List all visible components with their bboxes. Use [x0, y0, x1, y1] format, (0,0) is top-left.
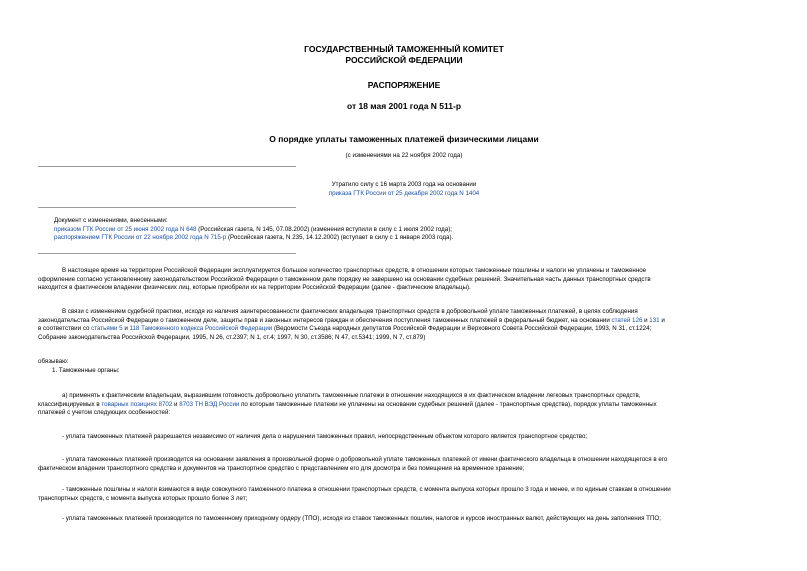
article-126-link[interactable]: статей 126: [611, 316, 643, 324]
changes-intro: Документ с изменениями, внесенными:: [54, 217, 168, 224]
lost-force-text: Утратило силу с 16 марта 2003 года на основании: [331, 181, 477, 188]
document-date-number: от 18 мая 2001 года N 511-р: [346, 101, 462, 111]
heading-8703-link[interactable]: 8703 ТН ВЭД России: [179, 400, 240, 408]
lost-force-link[interactable]: приказа ГТК России от 25 декабря 2002 года N 1404: [328, 189, 480, 197]
dash-item-2: [38, 456, 770, 473]
paragraph-2-line: [38, 317, 770, 326]
paragraph-2: [38, 308, 770, 342]
paragraph-1-line: В настоящее время на территории Российской Федерации эксплуатируется большое количество транспортных средств, в отношении которых таможенные пошлины и налоги не уплачены и таможенное: [62, 267, 647, 274]
item-1-heading: 1. Таможенные органы:: [52, 366, 120, 374]
dash-item-line: фактическом владении транспортного средства и документов на транспортное средство с представлением его для досмотра и без помещения на временное хранение;: [38, 464, 525, 472]
article-131-link[interactable]: 131: [649, 316, 660, 324]
text-span: и: [659, 316, 665, 324]
issuer-line-1: ГОСУДАРСТВЕННЫЙ ТАМОЖЕННЫЙ КОМИТЕТ: [304, 44, 504, 54]
customs-code-link[interactable]: 118 Таможенного кодекса Российской Федерации: [129, 325, 273, 333]
changes-item-2-text: (Российская газета, N 235, 14.12.2002) (вступает в силу с 1 января 2003 года).: [226, 234, 454, 242]
paragraph-1-line: находится в фактическом владении физических лиц, которые приобрели их на территории Российской Федерации (далее - фактические владельцы).: [38, 284, 471, 292]
dash-item-line: - уплата таможенных платежей производится по таможенному приходному ордеру (ТПО), исходя из ставок таможенных пошлин, налогов и курсов иностранных валют, действующих на день заполнения ТПО;: [62, 515, 661, 522]
subitem-a: [38, 392, 770, 418]
lost-force-note: [38, 181, 770, 198]
dash-item-line: - уплата таможенных платежей производится на основании заявления в произвольной форме о добровольной уплате таможенных платежей от имени фактического владельца в отношении находящегося в его: [62, 456, 668, 463]
dash-item-line: - уплата таможенных платежей разрешается независимо от наличия дела о нарушении таможенных правил, непосредственным объектом которого является транспортное средство;: [62, 433, 588, 440]
dash-item-1: [38, 433, 770, 442]
divider: [38, 253, 296, 254]
changes-list: [54, 217, 754, 243]
paragraph-1-line: оформление согласно установленному законодательством Российской Федерации о таможенном деле порядку не завершено на основании судебных решений. Значительная часть данных транспортных средств: [38, 275, 651, 283]
obligation-intro: [38, 358, 770, 375]
paragraph-1: [38, 267, 770, 293]
text-span: и: [122, 325, 130, 333]
divider: [38, 166, 296, 167]
changes-item-2: [54, 234, 754, 243]
text-span: классифицируемых в: [38, 400, 102, 408]
document-type: РАСПОРЯЖЕНИЕ: [367, 80, 441, 90]
changes-item-1: [54, 226, 754, 235]
subitem-a-line: платежей с учетом следующих особенностей:: [38, 409, 171, 417]
changes-link-2[interactable]: распоряжением ГТК России от 22 ноября 2002 года N 715-р: [54, 234, 227, 242]
subitem-a-line: а) применять к фактическим владельцам, выразившим готовность добровольно уплатить таможенные платежи в отношении находящихся в их фактическом владении легковых транспортных средств,: [62, 392, 641, 399]
text-span: по которым таможенные платежи не уплачены на основании судебных решений (далее - транспортные средства), порядок уплаты таможенных: [239, 400, 657, 408]
paragraph-2-line: Собрание законодательства Российской Федерации, 1995, N 26, ст.2397; N 1, ст.4; 1997, N 30, ст.3586; N 47, ст.5341; 1999, N 7, ст.879): [38, 333, 426, 341]
document-subject: О порядке уплаты таможенных платежей физическими лицами: [269, 134, 539, 144]
text-span: в соответствии со: [38, 325, 92, 333]
dash-item-4: [38, 515, 770, 524]
issuer-heading: [38, 44, 770, 66]
heading-8702-link[interactable]: товарных позициях 8702: [101, 400, 173, 408]
changes-item-1-text: (Российская газета, N 145, 07.08.2002) (изменения вступили в силу с 1 июля 2002 года);: [196, 225, 452, 233]
dash-item-3: [38, 486, 770, 503]
amendments-note: (с изменениями на 22 ноября 2002 года): [345, 152, 463, 159]
issuer-line-2: РОССИЙСКОЙ ФЕДЕРАЦИИ: [345, 55, 463, 65]
changes-link-1[interactable]: приказом ГТК России от 25 июня 2002 года N 648: [54, 225, 197, 233]
text-span: (Ведомости Съезда народных депутатов Российской Федерации и Верховного Совета Российской Федерации, 1993, N 31, ст.1224;: [272, 325, 652, 333]
article-5-link[interactable]: статьями 5: [91, 325, 123, 333]
text-span: и: [642, 316, 650, 324]
text-span: и: [172, 400, 180, 408]
paragraph-2-line: [38, 325, 770, 334]
dash-item-line: - таможенные пошлины и налоги взимаются в виде совокупного таможенного платежа в отношении транспортных средств, с момента выпуска которых прошло 3 года и менее, и по единым ставкам в отношении: [62, 486, 671, 493]
paragraph-2-line: В связи с изменением судебной практики, исходя из наличия заинтересованности фактических владельцев транспортных средств в добровольной уплате таможенных платежей, в целях соблюдения: [62, 308, 638, 315]
oblige-text: обязываю:: [38, 358, 69, 365]
text-span: законодательства Российской Федерации о таможенном деле, защиты прав и законных интересов граждан и обеспечения поступления таможенных платежей в федеральный бюджет, на основании: [38, 316, 612, 324]
divider: [38, 207, 296, 208]
dash-item-line: транспортных средств, с момента выпуска которых прошло более 3 лет;: [38, 494, 248, 502]
subitem-a-line: [38, 401, 770, 410]
